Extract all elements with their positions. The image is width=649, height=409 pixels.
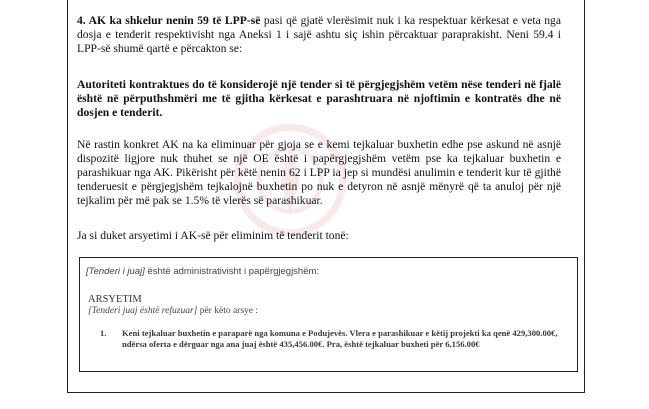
notice-heading: ARSYETIM bbox=[88, 294, 142, 305]
notice-reason-number: 1. bbox=[100, 328, 107, 338]
notice-tender-label: [Tenderi i juaj] bbox=[86, 266, 145, 277]
paragraph-argument: Në rastin konkret AK na ka eliminuar për gjoja se e kemi tejkaluar buxhetin edhe pse askund në asnjë dispozitë ligjore nuk thuhet se një OE është i papërgjegjshëm vetëm pse ka tejkaluar buxhetin e parashikuar nga AK. Pikërisht për këtë nenin 62 i LPP ia jep si mundësi anulimin e tenderit kur të gjithë tenderuesit e përgjegjshëm tejkalojnë buxhetin po nuk e detyron në asnjë mënyrë që ta anuloj për një tejkalim për më pak se 1.5% të vlerës së parashikuar. bbox=[77, 138, 561, 207]
page-border-right bbox=[584, 0, 585, 392]
paragraph-violation-article-59 bbox=[77, 14, 561, 56]
notice-reason-text: Keni tejkaluar buxhetin e paraparë nga komuna e Podujevës. Vlera e parashikuar e këtij projekti ka qenë 429,300.00€, ndërsa oferta e dërguar nga ana juaj është 435,456.00€. Pra, është tejkaluar buxheti për 6,156.00€ bbox=[122, 328, 558, 349]
notice-refused-label: [Tenderi juaj është refuzuar] bbox=[88, 306, 198, 316]
paragraph-intro-justification: Ja si duket arsyetimi i AK-së për eliminim të tenderit tonë: bbox=[77, 229, 349, 242]
paragraph-legal-quote: Autoriteti kontraktues do të konsiderojë një tender si të përgjegjshëm vetëm nëse tenderi në fjalë është në përputhshmëri me të gjitha kërkesat e parashtruara në njoftimin e kontratës dhe në dosjen e tenderit. bbox=[77, 78, 561, 119]
page-border-bottom bbox=[67, 392, 585, 393]
paragraph-violation-body: pasi që gjatë vlerësimit nuk i ka respektuar kërkesat e veta nga dosja e tenderit respektivisht nga Aneksi 1 i sajë ashtu siç ishin përcaktuar paraprakisht. Neni 59.4 i LPP-së shumë qartë e përcakton se: bbox=[77, 14, 561, 55]
notice-reasons-line bbox=[88, 306, 258, 316]
notice-reasons-text: për këto arsye : bbox=[197, 306, 259, 316]
paragraph-violation-heading: 4. AK ka shkelur nenin 59 të LPP-së bbox=[77, 14, 261, 27]
page-border-left bbox=[67, 0, 68, 392]
notice-status-text: është administrativisht i papërgjegjshëm: bbox=[144, 266, 320, 277]
notice-status-line bbox=[86, 266, 319, 277]
quoted-rejection-notice bbox=[79, 257, 578, 372]
